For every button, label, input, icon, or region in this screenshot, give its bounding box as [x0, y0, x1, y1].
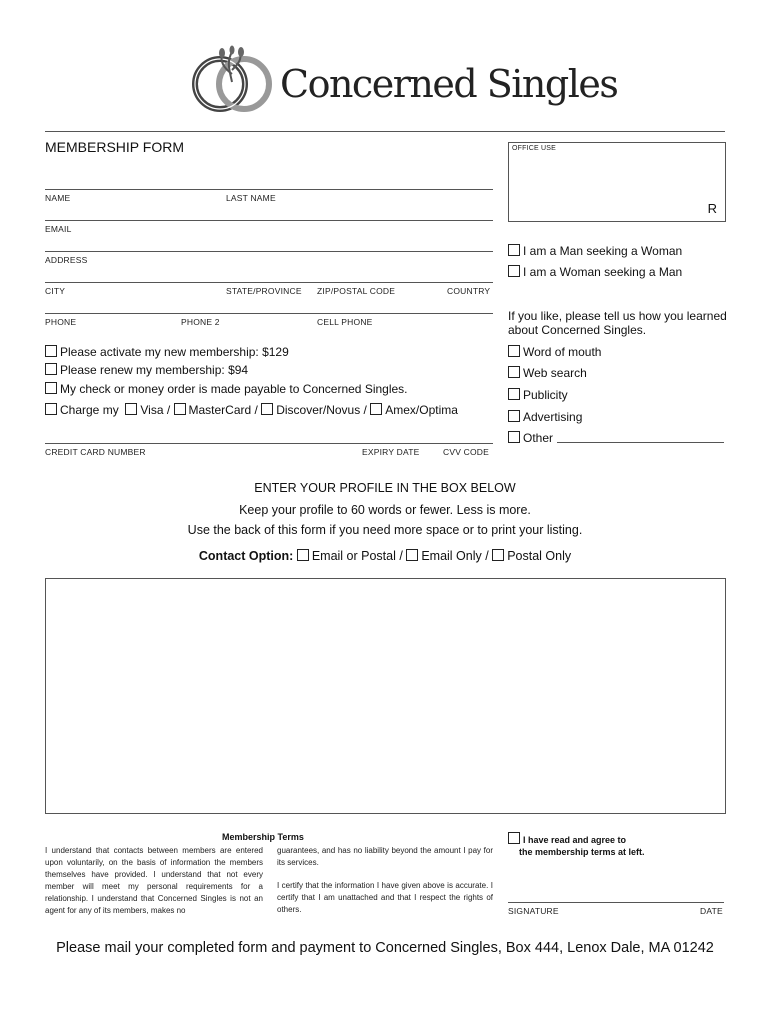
phone-label: PHONE	[45, 317, 77, 327]
email-only-label: Email Only /	[421, 549, 489, 563]
web-search-checkbox[interactable]	[508, 366, 520, 378]
contact-option-label: Contact Option:	[198, 549, 294, 563]
form-title: MEMBERSHIP FORM	[45, 139, 184, 155]
email-label: EMAIL	[45, 224, 72, 234]
activate-label: Please activate my new membership: $129	[60, 345, 289, 359]
logo-rings-icon	[190, 44, 276, 116]
amex-checkbox[interactable]	[370, 403, 382, 415]
other-label: Other	[523, 431, 554, 445]
signature-line[interactable]	[508, 902, 724, 903]
check-label: My check or money order is made payable to Concerned Singles.	[60, 382, 408, 396]
card-line[interactable]	[45, 443, 493, 444]
name-line[interactable]	[45, 189, 493, 190]
mastercard-label: MasterCard /	[188, 403, 258, 417]
agree-checkbox[interactable]	[508, 832, 520, 844]
footer-mail-note: Please mail your completed form and payment to Concerned Singles, Box 444, Lenox Dale, MA 01242	[56, 940, 714, 956]
email-or-postal-checkbox[interactable]	[297, 549, 309, 561]
referral-prompt-1: If you like, please tell us how you learned	[508, 309, 727, 323]
referral-advertising[interactable]	[508, 410, 582, 424]
renew-label: Please renew my membership: $94	[60, 363, 249, 377]
advertising-checkbox[interactable]	[508, 410, 520, 422]
web-search-label: Web search	[523, 366, 587, 380]
woman-seeking-man-option[interactable]	[508, 265, 682, 279]
agree-label-2: the membership terms at left.	[519, 847, 645, 857]
check-checkbox[interactable]	[45, 382, 57, 394]
visa-label: Visa /	[140, 403, 171, 417]
name-label: NAME	[45, 193, 71, 203]
state-label: STATE/PROVINCE	[226, 286, 302, 296]
terms-col-1: I understand that contacts between members are entered upon voluntarily, on the basis of information the members themselves have provided. I understand that not every member will meet my personal requirements for a relationship. I understand that Concerned Singles is not an agent for any of its members, makes no	[45, 846, 263, 915]
amex-label: Amex/Optima	[385, 403, 458, 417]
city-line[interactable]	[45, 282, 493, 283]
other-checkbox[interactable]	[508, 431, 520, 443]
man-seeking-woman-option[interactable]	[508, 244, 682, 258]
check-option[interactable]	[45, 382, 408, 396]
profile-heading: ENTER YOUR PROFILE IN THE BOX BELOW	[254, 481, 516, 495]
referral-word-of-mouth[interactable]	[508, 345, 601, 359]
terms-title: Membership Terms	[222, 832, 304, 842]
postal-only-label: Postal Only	[507, 549, 572, 563]
activate-checkbox[interactable]	[45, 345, 57, 357]
activate-option[interactable]	[45, 345, 289, 359]
contact-option-row	[0, 549, 770, 563]
header-divider	[45, 131, 725, 132]
referral-publicity[interactable]	[508, 388, 568, 402]
charge-option[interactable]	[45, 403, 458, 417]
woman-seeking-man-checkbox[interactable]	[508, 265, 520, 277]
zip-label: ZIP/POSTAL CODE	[317, 286, 396, 296]
woman-seeking-man-label: I am a Woman seeking a Man	[523, 265, 683, 279]
terms-col-2a: guarantees, and has no liability beyond the amount I pay for its services.	[277, 846, 493, 867]
terms-col-2b: I certify that the information I have given above is accurate. I certify that I am unattached and that I respect the rights of others.	[277, 881, 493, 914]
profile-line-2: Use the back of this form if you need more space or to print your listing.	[187, 523, 583, 537]
publicity-label: Publicity	[523, 388, 568, 402]
email-line[interactable]	[45, 220, 493, 221]
email-only-checkbox[interactable]	[406, 549, 418, 561]
referral-web-search[interactable]	[508, 366, 587, 380]
country-label: COUNTRY	[447, 286, 491, 296]
office-use-label: OFFICE USE	[512, 145, 557, 152]
profile-line-1: Keep your profile to 60 words or fewer. Less is more.	[239, 503, 531, 517]
postal-only-checkbox[interactable]	[492, 549, 504, 561]
card-label: CREDIT CARD NUMBER	[45, 447, 146, 457]
phone-line[interactable]	[45, 313, 493, 314]
email-or-postal-label: Email or Postal /	[311, 549, 403, 563]
charge-label: Charge my	[60, 403, 119, 417]
man-seeking-woman-checkbox[interactable]	[508, 244, 520, 256]
other-line[interactable]	[557, 442, 724, 443]
signature-label: SIGNATURE	[508, 906, 559, 916]
referral-other[interactable]	[508, 431, 553, 445]
office-code: R	[707, 201, 717, 216]
word-of-mouth-checkbox[interactable]	[508, 345, 520, 357]
renew-option[interactable]	[45, 363, 248, 377]
cvv-label: CVV CODE	[443, 447, 489, 457]
office-use-box	[508, 142, 726, 222]
publicity-checkbox[interactable]	[508, 388, 520, 400]
man-seeking-woman-label: I am a Man seeking a Woman	[523, 244, 683, 258]
agree-label-1: I have read and agree to	[523, 835, 627, 845]
last-name-label: LAST NAME	[226, 193, 276, 203]
brand-name: Concerned Singles	[280, 62, 618, 106]
renew-checkbox[interactable]	[45, 363, 57, 375]
date-label: DATE	[700, 906, 723, 916]
discover-checkbox[interactable]	[261, 403, 273, 415]
referral-prompt-2: about Concerned Singles.	[508, 323, 647, 337]
discover-label: Discover/Novus /	[276, 403, 367, 417]
address-line[interactable]	[45, 251, 493, 252]
phone2-label: PHONE 2	[181, 317, 220, 327]
address-label: ADDRESS	[45, 255, 88, 265]
word-of-mouth-label: Word of mouth	[523, 345, 602, 359]
logo	[190, 44, 618, 116]
expiry-label: EXPIRY DATE	[362, 447, 420, 457]
visa-checkbox[interactable]	[125, 403, 137, 415]
charge-checkbox[interactable]	[45, 403, 57, 415]
profile-textbox[interactable]	[45, 578, 726, 814]
mastercard-checkbox[interactable]	[174, 403, 186, 415]
advertising-label: Advertising	[523, 410, 583, 424]
city-label: CITY	[45, 286, 66, 296]
cell-label: CELL PHONE	[317, 317, 373, 327]
agree-option[interactable]	[508, 832, 645, 858]
